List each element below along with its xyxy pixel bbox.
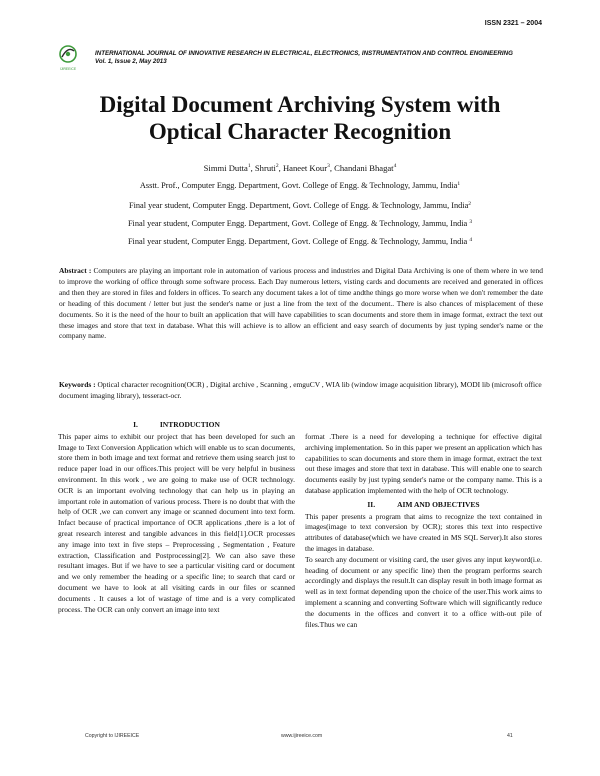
section-1-number: I. xyxy=(133,420,138,429)
keywords-text: Optical character recognition(OCR) , Digital archive , Scanning , emguCV , WIA lib (window image acquisition library), MODI lib (microsoft office document imaging library), tesseract-ocr. xyxy=(59,380,542,400)
logo-center xyxy=(66,52,70,56)
affiliation-3-text: Final year student, Computer Engg. Department, Govt. College of Engg. & Technology, Jammu, India xyxy=(127,219,468,228)
section-1-continued: format .There is a need for developing a technique for effective digital archiving implementation. So in this paper we present an application which has capabilities to scan documents and store them in image format, extract the text out these images and store that text in database. This will enable one to search documents easily by just typing sender's name or the company name. This is a database application implemented with the help of OCR technology. xyxy=(305,432,542,495)
journal-volume: Vol. 1, Issue 2, May 2013 xyxy=(95,58,167,65)
affiliation-4-text: Final year student, Computer Engg. Department, Govt. College of Engg. & Technology, Jammu, India xyxy=(127,237,468,246)
journal-header xyxy=(95,50,555,66)
journal-name: INTERNATIONAL JOURNAL OF INNOVATIVE RESEARCH IN ELECTRICAL, ELECTRONICS, INSTRUMENTATION AND CONTROL ENGINEERING xyxy=(95,50,513,57)
author-3-mark: 3 xyxy=(327,163,330,169)
affiliation-2 xyxy=(50,201,550,211)
author-3: Haneet Kour xyxy=(282,163,328,173)
paper-title xyxy=(50,91,550,145)
section-2-heading xyxy=(305,500,542,511)
affiliation-2-mark: 2 xyxy=(468,201,472,207)
section-2-para-2: To search any document or visiting card, the user gives any input keyword(i.e. heading of document or any specific line) then the program performs search accordingly and displays the result.It can display result in both image format as well as in text format depending upon the choice of the user.This work aims to implement a scanning and converting Software which will significantly reduce the documents in the offices and convert it to a office with-out pile of files.Thus we can xyxy=(305,554,542,629)
abstract-label: Abstract : xyxy=(59,266,92,275)
affiliation-4 xyxy=(50,237,550,247)
abstract-text: Computers are playing an important role in automation of various process and industries and Digital Data Archiving is one of them where in we tend to improve the working of office through some software process. Each Day numerous letters, visting cards and documents are received and generated in offices and then they are stored in files and folders in offices. To search any document takes a lot of time andthe things go more worse when we don't remember the date or heading of this document / letter but just the sender's name or just a line from the text of the document.. There is also chances of misplacement of these documents. So it is the need of the hour to built an application that will have capabilities to scan documents and store them in image format, extract the text out these images and store that text in database. What this will achieve is to allow an efficient and easy search of documents by just typing sender's name or the company name. xyxy=(59,266,543,341)
affiliation-3 xyxy=(50,219,550,229)
section-1-heading xyxy=(58,420,295,431)
left-column xyxy=(58,420,295,615)
logo-text: IJIREEICE xyxy=(59,67,77,71)
affiliation-1 xyxy=(50,181,550,191)
author-2-mark: 2 xyxy=(275,163,279,169)
title-line-1: Digital Document Archiving System with xyxy=(99,92,501,117)
journal-logo xyxy=(57,44,79,72)
section-2-title: AIM AND OBJECTIVES xyxy=(397,499,480,509)
section-1-body: This paper aims to exhibit our project that has been developed for such an Image to Text Conversion Application which will enable us to scan documents, store them in both image and text format and retrieve them using search just to reduce paper load in our offices.This project will be very helpful in business environment. In this work , we are going to make use of OCR technology. OCR is an important evolving technology that can help us in playing an important role in automation of various process. There is no doubt that with the help of OCR ,we can convert any image or scanned document into text form. Infact because of practical importance of OCR applications ,there is a lot of great research interest and tangible advances in this field[1].OCR processes any image into text in five steps – Preprocessing , Segmentation , Feature extraction, Classification and Postprocessing[2]. We can also save these resultant images. But if we have to see a particular visiting card or document and we only remember the heading or a specific line; to search that card or document we have to look at all visiting cards in our files or scanned documents . It causes a lot of wastage of time and is a very complicated process. The OCR can only convert an image into text xyxy=(58,431,295,614)
issn-label: ISSN 2321 – 2004 xyxy=(484,20,542,27)
author-4-mark: 4 xyxy=(393,163,397,169)
author-1-mark: 1 xyxy=(247,163,251,169)
affiliation-1-mark: 1 xyxy=(457,181,461,187)
affiliation-3-mark: 3 xyxy=(469,219,473,225)
author-4: Chandani Bhagat xyxy=(334,163,394,173)
author-list: Simmi Dutta$^1$, Shruti$^2$, Haneet Kour$^3$, Chandani Bhagat$^4$ xyxy=(203,163,397,173)
section-1-title: INTRODUCTION xyxy=(159,420,220,429)
section-2-para-1: This paper presents a program that aims to recognize the text contained in images(image to text conversion by OCR); stores this text into respective attributes of database(which we have created in MS SQL Server).It also stores the images in database. xyxy=(305,511,542,553)
affiliation-1-text: Asstt. Prof., Computer Engg. Department, Govt. College of Engg. & Technology, Jammu, India xyxy=(139,181,458,190)
right-column xyxy=(305,432,542,630)
affiliation-4-mark: 4 xyxy=(469,237,473,243)
footer-copyright: Copyright to IJIREEICE xyxy=(85,733,140,739)
author-1: Simmi Dutta xyxy=(203,163,248,173)
abstract xyxy=(59,266,543,342)
footer-website: www.ijireeice.com xyxy=(281,733,323,739)
author-2: Shruti xyxy=(254,163,276,173)
affiliation-2-text: Final year student, Computer Engg. Department, Govt. College of Engg. & Technology, Jammu, India xyxy=(128,201,469,210)
section-2-number: II. xyxy=(367,499,376,509)
keywords xyxy=(59,380,543,402)
title-line-2: Optical Character Recognition xyxy=(148,119,452,144)
keywords-label: Keywords : xyxy=(59,380,96,389)
footer-page-number: 41 xyxy=(507,733,513,739)
